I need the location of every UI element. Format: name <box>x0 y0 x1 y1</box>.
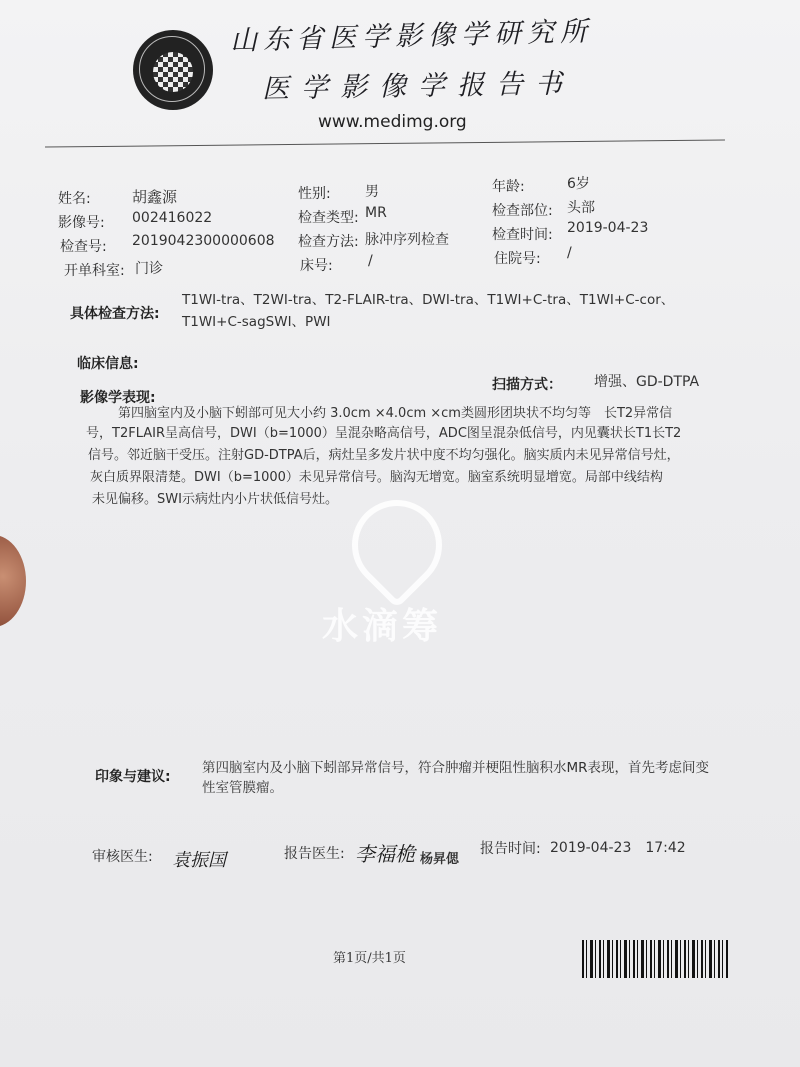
exam-no: 2019042300000608 <box>132 233 275 249</box>
impression-label: 印象与建议: <box>95 769 171 785</box>
findings-line-4: 灰白质界限清楚。DWI（b=1000）未见异常信号。脑沟无增宽。脑室系统明显增宽。局部中线结构 <box>90 470 663 485</box>
exam-method-label: 具体检查方法: <box>70 306 160 322</box>
sex: 男 <box>365 184 379 200</box>
institute-name: 山东省医学影像学研究所 <box>229 16 594 57</box>
bed-label: 床号: <box>300 258 333 274</box>
scan-label: 扫描方式： <box>492 377 562 393</box>
reporter-name-2: 杨昇偲 <box>420 852 460 867</box>
bed: / <box>368 253 373 269</box>
inpatient-label: 住院号: <box>494 251 541 267</box>
website-link[interactable]: www.medimg.org <box>318 112 467 132</box>
header-divider <box>45 139 725 147</box>
method: 脉冲序列检查 <box>365 232 449 248</box>
scan-value: 增强、GD-DTPA <box>594 374 700 390</box>
institute-logo-icon <box>133 30 213 110</box>
waterdrop-icon <box>333 481 460 608</box>
exam-time-label: 检查时间: <box>492 227 553 243</box>
findings-line-1: 第四脑室内及小脑下蚓部可见大小约 3.0cm ×4.0cm ×cm类圆形团块状不均匀等 长T2异常信 <box>118 406 673 421</box>
findings-line-5: 未见偏移。SWI示病灶内小片状低信号灶。 <box>92 492 338 507</box>
patient-name: 胡鑫源 <box>132 188 178 206</box>
dept: 门诊 <box>135 261 163 277</box>
report-doctor-label: 报告医生: <box>284 846 345 862</box>
impression-line-1: 第四脑室内及小脑下蚓部异常信号，符合肿瘤并梗阻性脑积水MR表现，首先考虑间变 <box>202 760 710 776</box>
part-label: 检查部位: <box>492 203 553 219</box>
dept-label: 开单科室: <box>64 263 125 279</box>
findings-line-3: 信号。邻近脑干受压。注射GD-DTPA后，病灶呈多发片状中度不均匀强化。脑实质内未见异常信号灶， <box>88 448 680 463</box>
exam-method-line-1: T1WI-tra、T2WI-tra、T2-FLAIR-tra、DWI-tra、T1WI+C-tra、T1WI+C-cor、 <box>182 292 675 308</box>
finger-edge <box>0 535 26 627</box>
exam-time: 2019-04-23 <box>567 220 649 236</box>
exam-type: MR <box>365 205 387 221</box>
findings-line-2: 号，T2FLAIR呈高信号，DWI（b=1000）呈混杂略高信号，ADC图呈混杂低信号，内见囊状长T1长T2 <box>86 426 682 441</box>
method-label: 检查方法: <box>298 234 359 250</box>
patient-id: 002416022 <box>132 210 213 226</box>
id-label: 影像号: <box>58 215 105 231</box>
review-label: 审核医生: <box>92 849 153 865</box>
page-indicator: 第1页/共1页 <box>333 951 406 966</box>
logo-core <box>153 52 193 92</box>
clinical-label: 临床信息: <box>77 356 139 372</box>
watermark <box>322 480 482 650</box>
report-time-label: 报告时间: <box>480 841 541 857</box>
age-label: 年龄: <box>492 179 525 195</box>
part: 头部 <box>567 200 595 216</box>
reporter-signature: 李福桅 <box>355 842 415 866</box>
exam-method-line-2: T1WI+C-sagSWI、PWI <box>182 314 331 330</box>
reviewer-signature: 袁振国 <box>172 850 226 871</box>
watermark-text: 水滴筹 <box>322 606 443 647</box>
report-time: 2019-04-23 17:42 <box>550 840 686 856</box>
barcode-icon <box>582 940 728 978</box>
exam-type-label: 检查类型: <box>298 210 359 226</box>
impression-line-2: 性室管膜瘤。 <box>202 780 283 796</box>
exam-no-label: 检查号: <box>60 239 107 255</box>
age: 6岁 <box>567 176 590 192</box>
inpatient: / <box>567 245 572 261</box>
findings-label: 影像学表现: <box>80 390 156 406</box>
name-label: 姓名: <box>58 191 91 207</box>
sex-label: 性别: <box>298 186 331 202</box>
report-title: 医学影像学报告书 <box>261 68 575 105</box>
